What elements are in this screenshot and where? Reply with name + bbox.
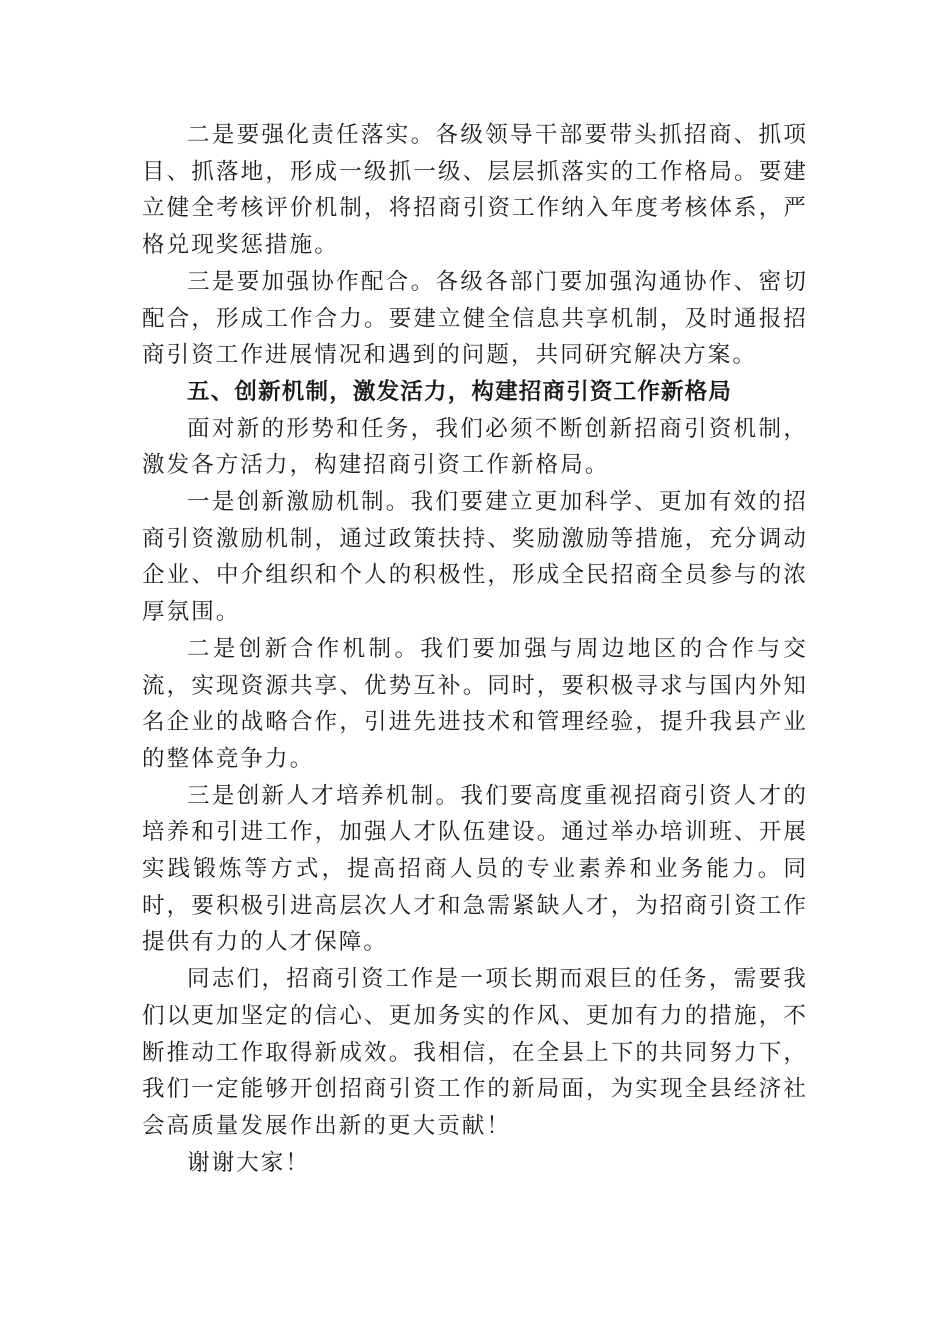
paragraph-cooperation: 三是要加强协作配合。各级各部门要加强沟通协作、密切配合，形成工作合力。要建立健全信息共享机制，及时通报招商引资工作进展情况和遇到的问题，共同研究解决方案。 [142,268,808,369]
paragraph-incentive: 一是创新激励机制。我们要建立更加科学、更加有效的招商引资激励机制，通过政策扶持、奖励激励等措施，充分调动企业、中介组织和个人的积极性，形成全民招商全员参与的浓厚氛围。 [142,489,808,626]
paragraph-partnership: 二是创新合作机制。我们要加强与周边地区的合作与交流，实现资源共享、优势互补。同时，要积极寻求与国内外知名企业的战略合作，引进先进技术和管理经验，提升我县产业的整体竞争力。 [142,635,808,772]
paragraph-conclusion: 同志们，招商引资工作是一项长期而艰巨的任务，需要我们以更加坚定的信心、更加务实的作风、更加有力的措施，不断推动工作取得新成效。我相信，在全县上下的共同努力下，我们一定能够开创招商引资工作的新局面，为实现全县经济社会高质量发展作出新的更大贡献！ [142,966,808,1139]
paragraph-talent: 三是创新人才培养机制。我们要高度重视招商引资人才的培养和引进工作，加强人才队伍建设。通过举办培训班、开展实践锻炼等方式，提高招商人员的专业素养和业务能力。同时，要积极引进高层次人才和急需紧缺人才，为招商引资工作提供有力的人才保障。 [142,782,808,956]
paragraph-thanks: 谢谢大家！ [187,1149,311,1176]
paragraph-responsibility: 二是要强化责任落实。各级领导干部要带头抓招商、抓项目、抓落地，形成一级抓一级、层层抓落实的工作格局。要建立健全考核评价机制，将招商引资工作纳入年度考核体系，严格兑现奖惩措施。 [142,122,808,259]
document-page [142,117,808,1181]
paragraph-intro: 面对新的形势和任务，我们必须不断创新招商引资机制，激发各方活力，构建招商引资工作新格局。 [142,415,808,479]
section-heading: 五、创新机制，激发活力，构建招商引资工作新格局 [187,378,733,405]
